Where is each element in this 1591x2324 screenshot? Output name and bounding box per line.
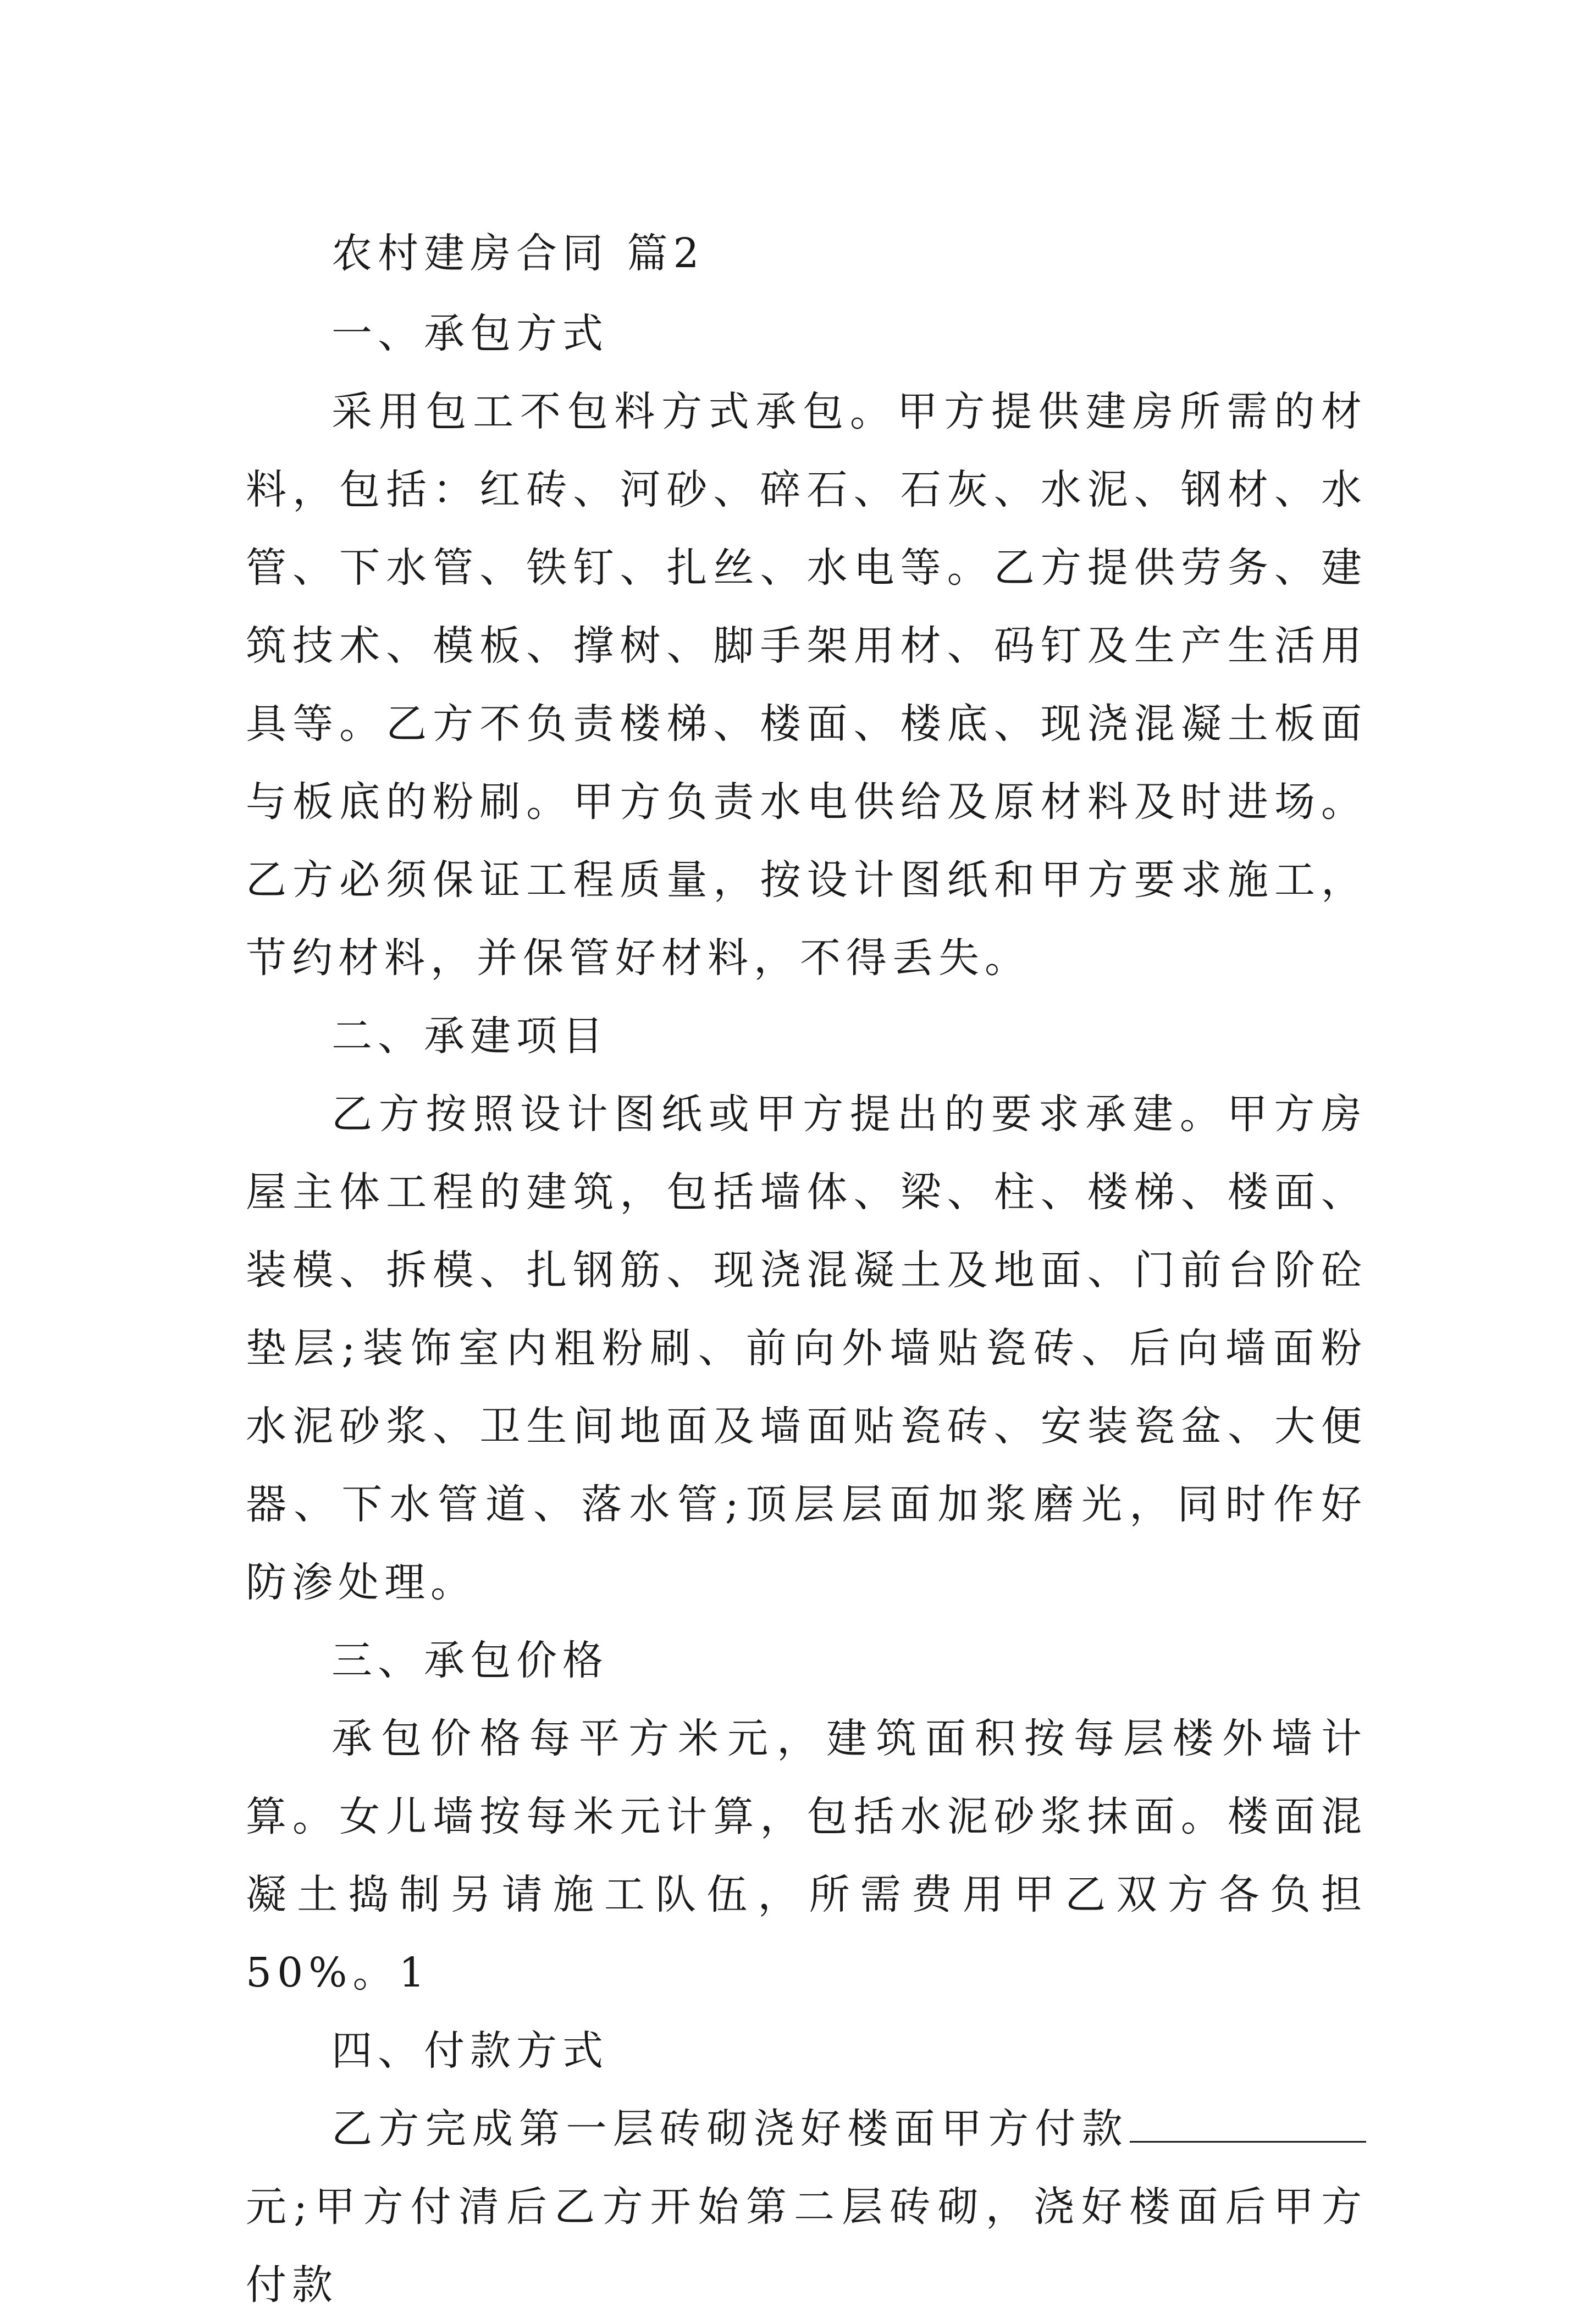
section-body-4 (246, 2090, 1367, 2324)
section-heading-2: 二、承建项目 (332, 1012, 609, 1060)
section-heading-1: 一、承包方式 (332, 310, 609, 357)
payment-text-after-blank: 元;甲方付清后乙方开始第二层砖砌，浇好楼面后甲方付款 (246, 2183, 1367, 2309)
amount-blank-line (1130, 2108, 1366, 2143)
section-body-1: 采用包工不包料方式承包。甲方提供建房所需的材料，包括：红砖、河砂、碎石、石灰、水泥、钢材、水管、下水管、铁钉、扎丝、水电等。乙方提供劳务、建筑技术、模板、撑树、脚手架用材、码钉及生产生活用具等。乙方不负责楼梯、楼面、楼底、现浇混凝土板面与板底的粉刷。甲方负责水电供给及原材料及时进场。乙方必须保证工程质量，按设计图纸和甲方要求施工，节约材料，并保管好材料，不得丢失。 (246, 388, 1367, 982)
document-body (246, 214, 1367, 2324)
document-title: 农村建房合同 篇2 (332, 230, 705, 277)
section-heading-3: 三、承包价格 (332, 1637, 609, 1684)
section-heading-4: 四、付款方式 (332, 2027, 609, 2074)
payment-text-before-blank: 乙方完成第一层砖砌浇好楼面甲方付款 (332, 2105, 1129, 2153)
section-body-3: 承包价格每平方米元，建筑面积按每层楼外墙计算。女儿墙按每米元计算，包括水泥砂浆抹面。楼面混凝土捣制另请施工队伍，所需费用甲乙双方各负担50%。1 (246, 1715, 1367, 1996)
section-body-2: 乙方按照设计图纸或甲方提出的要求承建。甲方房屋主体工程的建筑，包括墙体、梁、柱、楼梯、楼面、装模、拆模、扎钢筋、现浇混凝土及地面、门前台阶砼垫层;装饰室内粗粉刷、前向外墙贴瓷砖、后向墙面粉水泥砂浆、卫生间地面及墙面贴瓷砖、安装瓷盆、大便器、下水管道、落水管;顶层层面加浆磨光，同时作好防渗处理。 (246, 1091, 1367, 1606)
